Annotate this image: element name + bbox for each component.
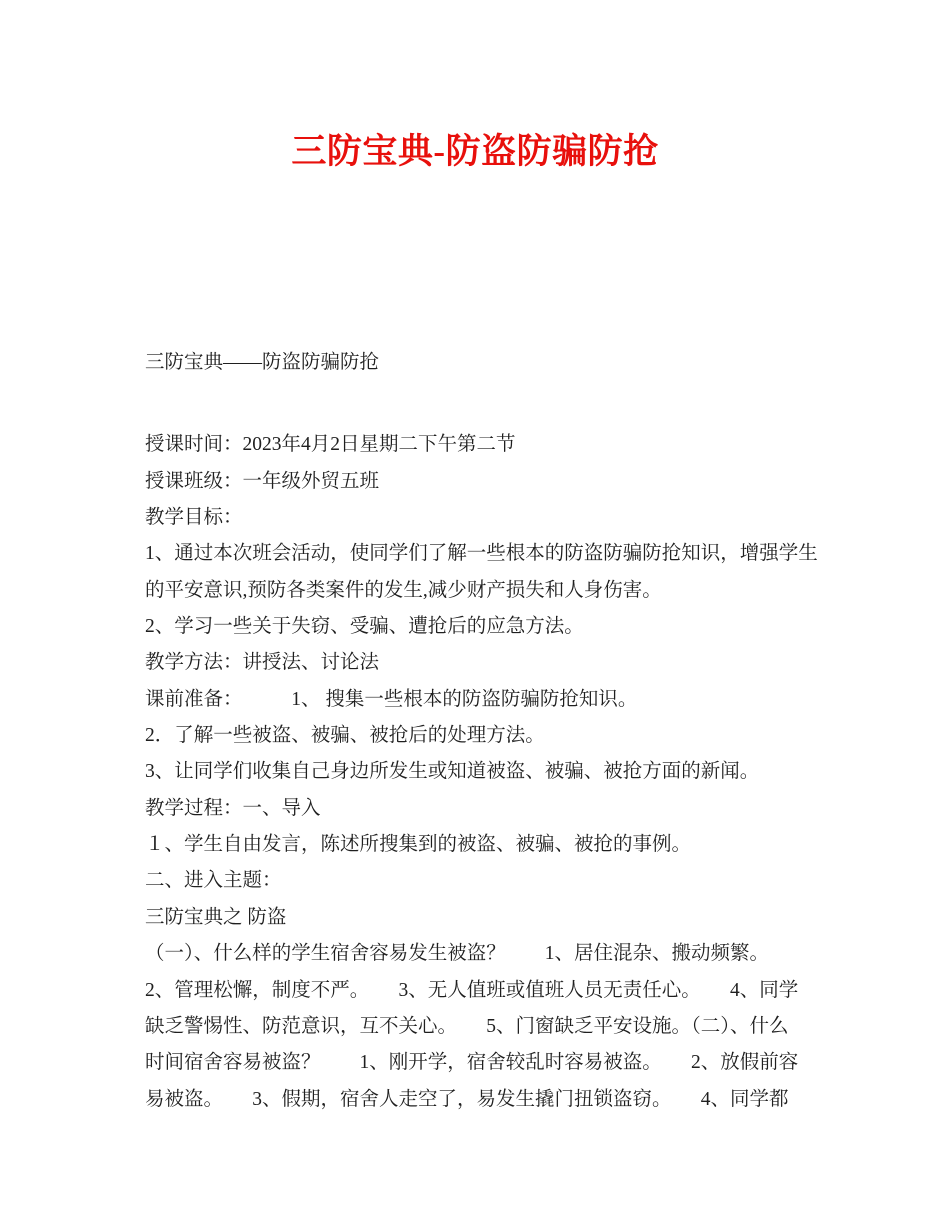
doc-line: 教学目标：: [145, 507, 243, 529]
doc-line: 2、管理松懈，制度不严。 3、无人值班或值班人员无责任心。 4、同学: [145, 979, 799, 1001]
doc-line: 1、通过本次班会活动，使同学们了解一些根本的防盗防骗防抢知识，增强学生: [145, 543, 818, 565]
doc-line: 3、让同学们收集自己身边所发生或知道被盗、被骗、被抢方面的新闻。: [145, 761, 760, 783]
doc-line: 二、进入主题：: [145, 870, 282, 892]
doc-line: 时间宿舍容易被盗？ 1、刚开学，宿舍较乱时容易被盗。 2、放假前容: [145, 1052, 799, 1074]
doc-line: 教学过程：一、导入: [145, 797, 321, 819]
doc-line: 的平安意识,预防各类案件的发生,减少财产损失和人身伤害。: [145, 579, 662, 601]
doc-subtitle-line: 三防宝典——防盗防骗防抢: [145, 352, 380, 373]
doc-title: 三防宝典-防盗防骗防抢: [291, 132, 659, 171]
doc-line: （一）、什么样的学生宿舍容易发生被盗？ 1、居住混杂、搬动频繁。: [145, 943, 770, 965]
doc-line: １、学生自由发言，陈述所搜集到的被盗、被骗、被抢的事例。: [145, 834, 692, 856]
doc-line: 缺乏警惕性、防范意识，互不关心。 5、门窗缺乏平安设施。（二）、什么: [145, 1015, 789, 1037]
paragraph-gap: [145, 381, 845, 427]
doc-line: 2、学习一些关于失窃、受骗、遭抢后的应急方法。: [145, 616, 584, 638]
doc-line: 课前准备： 1、 搜集一些根本的防盗防骗防抢知识。: [145, 688, 638, 710]
doc-line: 三防宝典之 防盗: [145, 906, 287, 928]
doc-line: 2．了解一些被盗、被骗、被抢后的处理方法。: [145, 725, 545, 747]
doc-line: 易被盗。 3、假期，宿舍人走空了，易发生撬门扭锁盗窃。 4、同学都: [145, 1088, 789, 1110]
doc-line: 授课时间：2023年4月2日星期二下午第二节: [145, 434, 516, 456]
doc-body: [145, 345, 845, 1118]
doc-line: 教学方法：讲授法、讨论法: [145, 652, 380, 674]
doc-line: 授课班级：一年级外贸五班: [145, 470, 380, 492]
